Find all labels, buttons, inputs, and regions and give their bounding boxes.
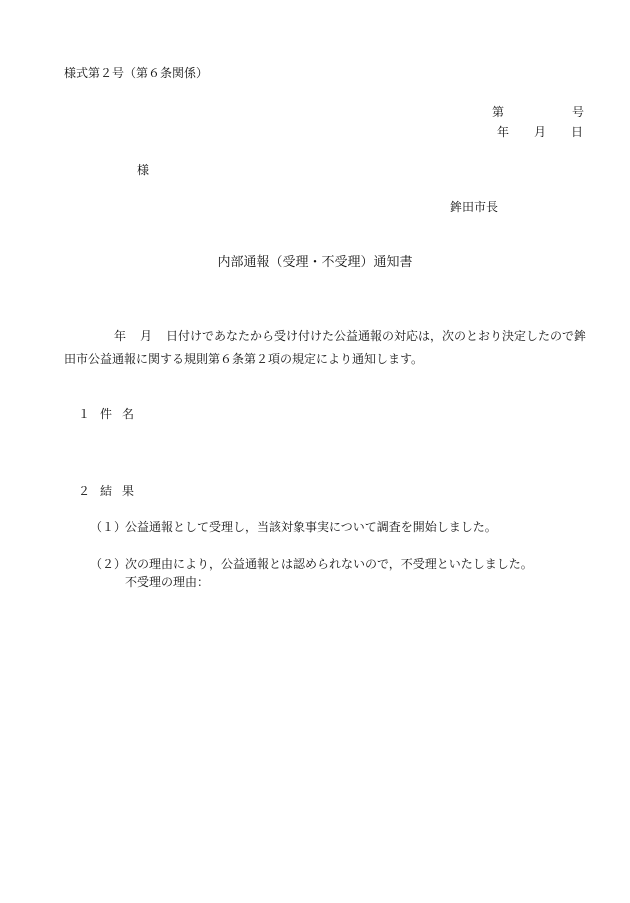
item-result-label-2: 果 xyxy=(122,484,135,498)
option-2-number: （２） xyxy=(90,557,127,571)
option-1-text: 公益通報として受理し，当該対象事実について調査を開始しました。 xyxy=(125,520,497,534)
body-year: 年 xyxy=(114,329,127,343)
sender-title: 鉾田市長 xyxy=(450,200,499,214)
item-subject xyxy=(78,408,134,420)
item-subject-label-1: 件 xyxy=(100,407,113,421)
result-option-accepted xyxy=(90,521,497,533)
document-title: 内部通報（受理・不受理）通知書 xyxy=(217,255,413,270)
body-month: 月 xyxy=(140,329,153,343)
item-subject-number: １ xyxy=(78,407,91,421)
document-number-line xyxy=(492,106,584,118)
number-suffix: 号 xyxy=(571,105,584,119)
option-2-text: 次の理由により，公益通報とは認められないので，不受理といたしました。 xyxy=(125,557,533,571)
body-line-1-text: 日付けであなたから受け付けた公益通報の対応は，次のとおり決定したので鉾 xyxy=(166,329,587,343)
result-option-rejected xyxy=(90,558,533,570)
item-result-number: ２ xyxy=(78,484,91,498)
body-line-2: 田市公益通報に関する規則第６条第２項の規定により通知します。 xyxy=(64,352,424,366)
number-prefix: 第 xyxy=(492,105,505,119)
addressee-honorific: 様 xyxy=(137,163,150,177)
date-month: 月 xyxy=(533,125,546,139)
document-date-line xyxy=(497,126,583,138)
body-line-1 xyxy=(114,330,586,342)
rejection-reason-label: 不受理の理由： xyxy=(125,575,210,589)
item-result xyxy=(78,485,134,497)
item-result-label-1: 結 xyxy=(100,484,113,498)
date-year: 年 xyxy=(497,125,510,139)
form-label: 様式第２号（第６条関係） xyxy=(64,66,209,80)
date-day: 日 xyxy=(570,125,583,139)
item-subject-label-2: 名 xyxy=(122,407,135,421)
option-1-number: （１） xyxy=(90,520,127,534)
